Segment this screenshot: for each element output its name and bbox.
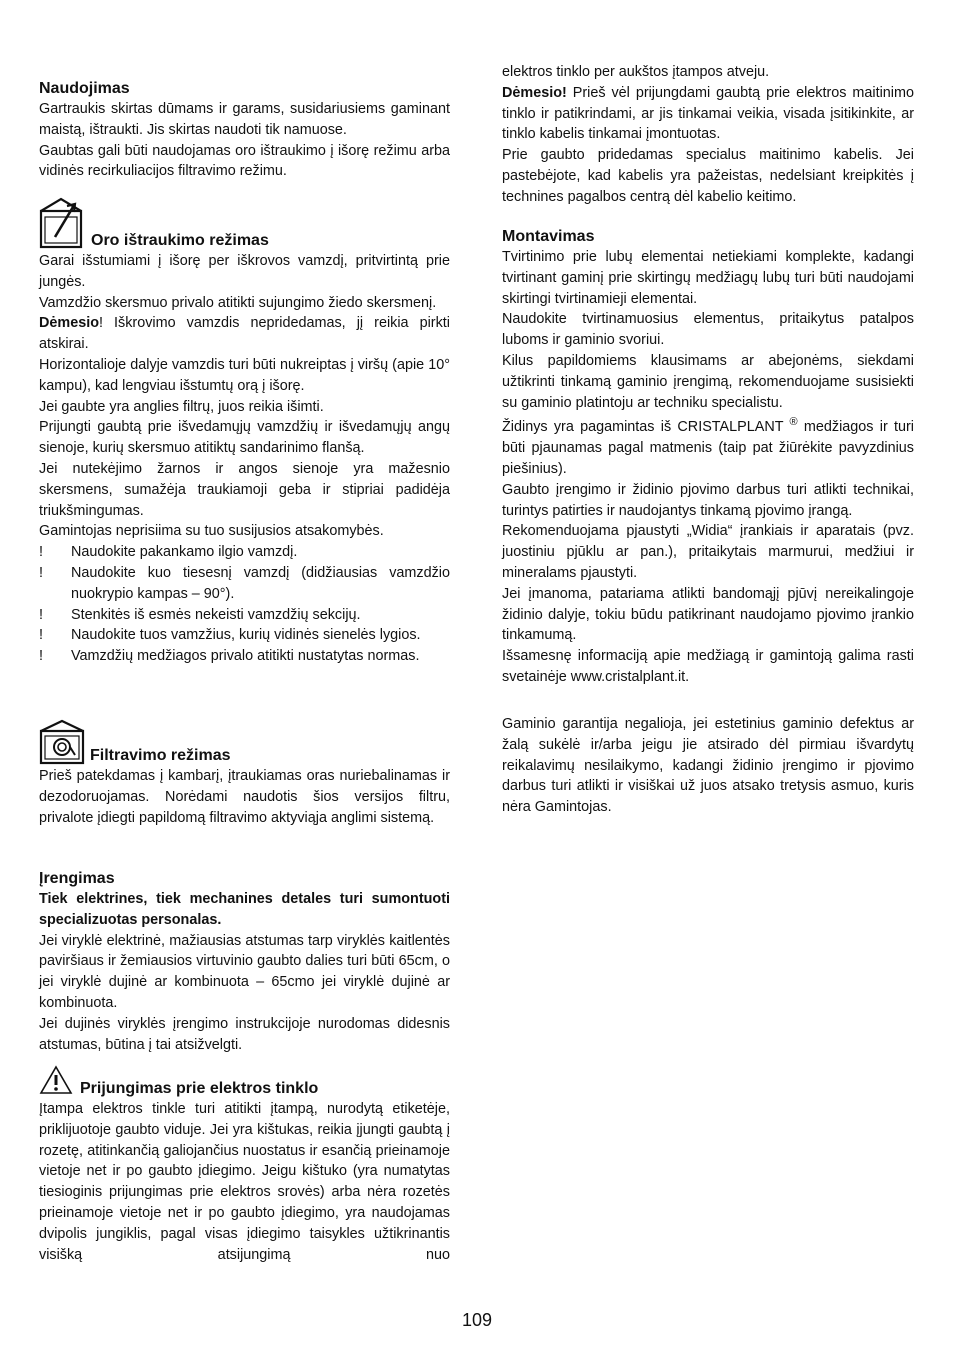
paragraph: Gaubto įrengimo ir židinio pjovimo darbus turi atlikti technikai, turintys patirties ir naudojantys tinkamą pjovimo įrangą. <box>502 481 914 519</box>
paragraph: Gaminio garantija negalioja, jei estetinius gaminio defektus ar žalą sukėlė ir/arba jeigu jie atsirado dėl pirmiau išvardytų reikalavimų nesilaikymo, kadangi židinio įrengimo ir pjovimo darbus turi atlikti ir visiškai už juos atsako tretysis asmuo, kuris nėra Gamintojas. <box>502 716 914 816</box>
section-continuation <box>502 62 914 208</box>
heading-montavimas: Montavimas <box>502 228 595 245</box>
bullet-mark: ! <box>39 606 43 623</box>
bullet-mark: ! <box>39 544 43 561</box>
page-number: 109 <box>461 1310 493 1330</box>
heading-filtravimo: Filtravimo režimas <box>90 747 231 764</box>
list-item <box>39 625 450 646</box>
paragraph: Gaubtas gali būti naudojamas oro ištraukimo į išorę režimu arba vidinės recirkuliacijos filtravimo režimu. <box>39 142 450 180</box>
bold-label: Dėmesio! <box>502 84 567 101</box>
paragraph: Prijungti gaubtą prie išvedamųjų vamzdžių ir išvedamųjų angų sienoje, kurių skersmuo atitiktų sandarinimo flanšą. <box>39 419 450 457</box>
paragraph: Jei gaubte yra anglies filtrų, juos reikia išimti. <box>39 398 324 415</box>
text: Prieš vėl prijungdami gaubtą prie elektros maitinimo tinklo ir patikrindami, ar jis tinkamai veikia, visada įsitikinkite, ar tinklo kabelis tinkamai įmontuotas. <box>502 84 914 143</box>
section-prijungimas <box>39 1078 450 1265</box>
paragraph: Garai išstumiami į išorę per iškrovos vamzdį, pritvirtintą prie jungės. <box>39 253 450 290</box>
paragraph: Kilus papildomiems klausimams ar abejonėms, siekdami užtikrinti tinkamą gaminio įrengimą, rekomenduojame susisiekti su gaminio platintoju ar techniku specialistu. <box>502 352 914 411</box>
bullet-text: Vamzdžių medžiagos privalo atitikti nustatytas normas. <box>71 648 420 665</box>
paragraph: elektros tinklo per aukštos įtampos atveju. <box>502 64 770 80</box>
text: Židinys yra pagamintas iš CRISTALPLANT <box>502 419 790 436</box>
paragraph: Rekomenduojama pjaustyti „Widia“ įrankiais ir aparatais (pvz. juostiniu pjūklu ar pan.), pritaikytais marmurui, medžiui ir mineralams pjaustyti. <box>502 523 914 581</box>
paragraph: Naudokite tvirtinamuosius elementus, pritaikytus patalpos luboms ir gaminio svoriui. <box>502 311 914 349</box>
text: medžiagos ir turi būti pjaunamas pagal matmenis (taip pat žiūrėkite pavyzdinius piešinius). <box>502 419 914 477</box>
bold-label: Dėmesio <box>39 315 99 332</box>
paragraph: Jei įmanoma, patariama atlikti bandomąjį pjūvį nereikalingoje židinio dalyje, tokiu būdu patikrinant naudojamo pjovimo įrankio tinkamumą. <box>502 585 914 644</box>
paragraph: Jei viryklė elektrinė, mažiausias atstumas tarp viryklės kaitlentės paviršiaus ir žemiausios virtuvinio gaubto dalies turi būti 65cm, o jei viryklė dujinė ar kombinuota – 65cmo jei viryklė dujinė ar kombinuota. <box>39 932 450 1011</box>
paragraph: Prie gaubto pridedamas specialus maitinimo kabelis. Jei pastebėjote, kad kabelis yra pažeistas, nedelsiant kreipkitės į technines pagalbos centrą dėl kabelio keitimo. <box>502 147 914 205</box>
heading-naudojimas: Naudojimas <box>39 80 130 97</box>
registered-mark: ® <box>789 416 798 429</box>
paragraph: Gartraukis skirtas dūmams ir garams, susidariusiems gaminant maistą, ištraukti. Jis skirtas naudoti tik namuose. <box>39 101 450 138</box>
bullet-text: Stenkitės iš esmės nekeisti vamzdžių sekcijų. <box>71 606 361 623</box>
paragraph <box>39 313 450 355</box>
paragraph: Prieš patekdamas į kambarį, įtraukiamas oras nuriebalinamas ir dezodoruojamas. Norėdami naudotis šios versijos filtru, privalote įdiegti papildomą filtravimo aktyviąja anglimi sistemą. <box>39 768 450 826</box>
paragraph: Tvirtinimo prie lubų elementai netiekiami komplekte, kadangi tvirtinant gaminį prie skirtingų medžiagų lubų turi būti naudojami skirtingi tvirtinamieji elementai. <box>502 249 914 307</box>
paragraph: Horizontalioje dalyje vamzdis turi būti nukreiptas į viršų (apie 10° kampu), kad lengviau išstumtų orą į išorę. <box>39 356 450 394</box>
bullet-text: Naudokite pakankamo ilgio vamzdį. <box>71 544 298 561</box>
heading-prijungimas: Prijungimas prie elektros tinklo <box>80 1080 319 1097</box>
bold-paragraph: Tiek elektrines, tiek mechanines detales turi sumontuoti specializuotas personalas. <box>39 891 450 928</box>
paragraph: Jei nutekėjimo žarnos ir angos sienoje yra mažesnio skersmens, sumažėja traukiamoji geba ir stipriai padidėja triukšmingumas. <box>39 460 450 519</box>
bullet-text: Naudokite kuo tiesesnį vamzdį (didžiausias vamzdžio nuokrypio kampas – 90°). <box>71 564 450 602</box>
paragraph <box>502 417 914 479</box>
paragraph: Įtampa elektros tinkle turi atitikti įtampą, nurodytą etiketėje, priklijuotoje gaubto viduje. Jei yra kištukas, reikia įjungti gaubtą į rozetę, atitinkančią galiojančius nuostatus ir esančią prieinamoje vietoje net ir po gaubto įdiegimo. Jeigu kištuko (yra numatytas tiesioginis prijungimas prie elektros srovės) arba nėra rozetės prieinamoje vietoje net ir po gaubto įdiegimo, yra naudojamas dvipolis jungiklis, pagal visas įdiegimo taisykles užtikrinantis visišką atsijungimą nuo <box>39 1101 450 1263</box>
text: ! Iškrovimo vamzdis nepridedamas, jį reikia pirkti atskirai. <box>39 315 450 353</box>
list-item <box>39 563 450 605</box>
section-oro <box>39 230 450 667</box>
section-montavimas <box>502 226 914 688</box>
bullet-mark: ! <box>39 648 43 665</box>
bullet-text: Naudokite tuos vamzžius, kurių vidinės sienelės lygios. <box>71 627 421 644</box>
paragraph <box>502 83 914 145</box>
list-item <box>39 542 450 563</box>
list-item <box>39 646 450 667</box>
section-garantija <box>502 714 914 818</box>
section-irengimas <box>39 868 450 1055</box>
heading-oro: Oro ištraukimo režimas <box>91 232 269 249</box>
paragraph: Vamzdžio skersmuo privalo atitikti sujungimo žiedo skersmenį. <box>39 294 437 311</box>
paragraph: Jei dujinės viryklės įrengimo instrukcijoje nurodomas didesnis atstumas, būtina į tai atsižvelgti. <box>39 1015 450 1053</box>
paragraph: Išsamesnę informaciją apie medžiagą ir gamintoją galima rasti svetainėje www.cristalplant.it. <box>502 648 914 685</box>
section-naudojimas <box>39 78 450 182</box>
section-filtravimo <box>39 745 450 828</box>
list-item <box>39 605 450 626</box>
bullet-mark: ! <box>39 627 43 644</box>
paragraph: Gamintojas neprisiima su tuo susijusios atsakomybės. <box>39 523 384 540</box>
bullet-mark: ! <box>39 564 43 581</box>
heading-irengimas: Įrengimas <box>39 870 115 887</box>
